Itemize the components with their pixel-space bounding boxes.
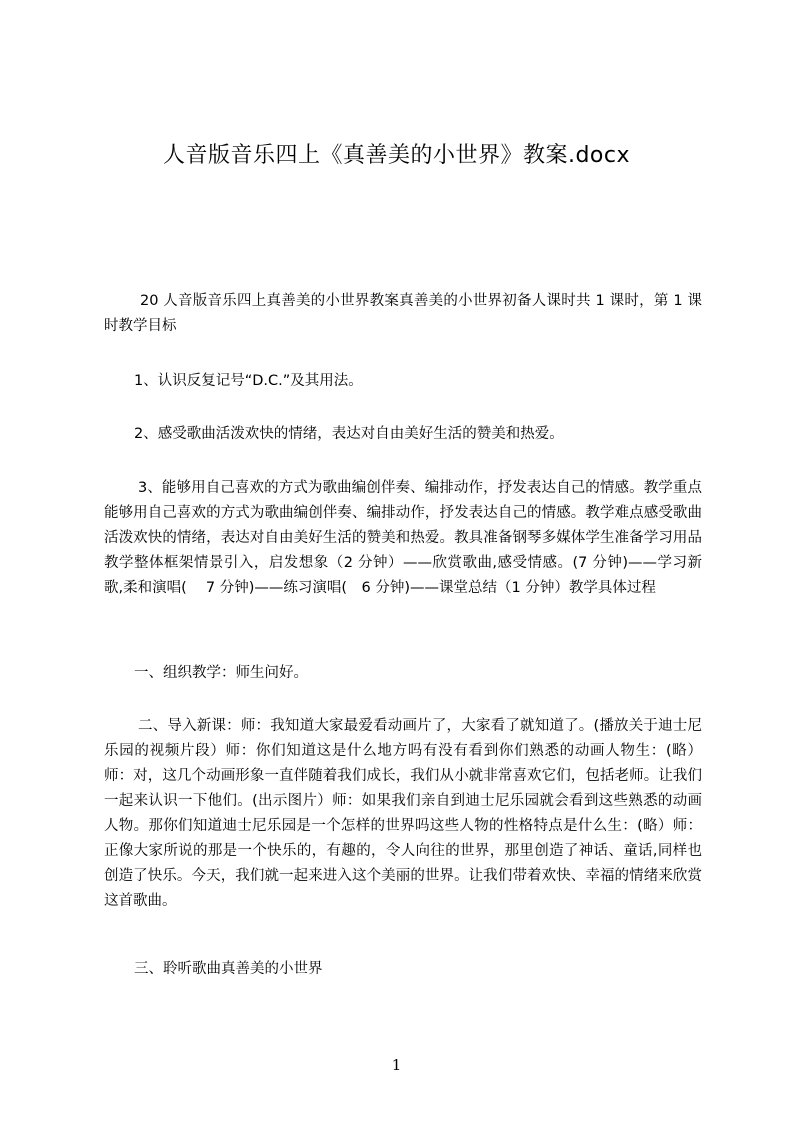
paragraph-section-1: 一、组织教学：师生问好。 [134, 665, 308, 681]
paragraph-objective-1: 1、认识反复记号“D.C.”及其用法。 [134, 373, 363, 389]
page-number: 1 [391, 1056, 402, 1074]
document-title: 人音版音乐四上《真善美的小世界》教案.docx [162, 143, 631, 168]
paragraph-objective-2: 2、感受歌曲活泼欢快的情绪，表达对自由美好生活的赞美和热爱。 [134, 426, 564, 442]
paragraph-section-2: 二、导入新课：师：我知道大家最爱看动画片了，大家看了就知道了。(播放关于迪士尼乐园的视频片段）师：你们知道这是什么地方吗有没有看到你们熟悉的动画人物生：(略）师：对，这几个动画形象一直伴随着我们成长，我们从小就非常喜欢它们，包括老师。让我们一起来认识一下他们。(出示图片）师：如果我们亲自到迪士尼乐园就会看到这些熟悉的动画人物。那你们知道迪士尼乐园是一个怎样的世界吗这些人物的性格特点是什么生：(略）师：正像大家所说的那是一个快乐的，有趣的，令人向往的世界，那里创造了神话、童话,同样也创造了快乐。今天，我们就一起来进入这个美丽的世界。让我们带着欢快、幸福的情绪来欣赏这首歌曲。 [104, 718, 702, 909]
paragraph-objective-3: 3、能够用自己喜欢的方式为歌曲编创伴奏、编排动作，抒发表达自己的情感。教学重点能够用自己喜欢的方式为歌曲编创伴奏、编排动作，抒发表达自己的情感。教学难点感受歌曲活泼欢快的情绪，表达对自由美好生活的赞美和热爱。教具准备钢琴多媒体学生准备学习用品教学整体框架情景引入，启发想象（2 分钟）——欣赏歌曲,感受情感。(7 分钟)——学习新歌,柔和演唱( 7 分钟)——练习演唱( 6 分钟)——课堂总结（1 分钟）教学具体过程 [104, 480, 702, 596]
paragraph-section-3: 三、聆听歌曲真善美的小世界 [134, 961, 323, 977]
paragraph-intro: 20 人音版音乐四上真善美的小世界教案真善美的小世界初备人课时共 1 课时，第 1 课时教学目标 [104, 293, 702, 334]
